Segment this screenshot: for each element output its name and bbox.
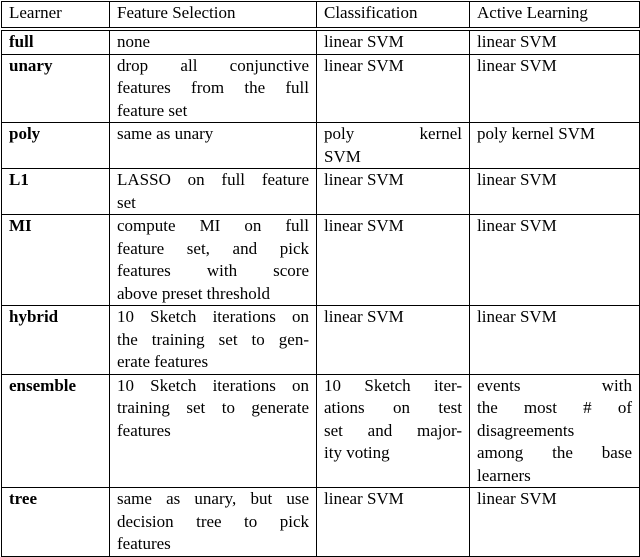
cell-line: linear SVM xyxy=(324,216,404,235)
active-learning-cell xyxy=(470,123,640,169)
feature-selection-cell xyxy=(110,215,317,306)
table-row xyxy=(2,374,640,488)
cell-line: set and major- xyxy=(324,420,462,440)
cell-line: learners xyxy=(477,465,531,485)
feature-selection-cell xyxy=(110,54,317,123)
learner-name: full xyxy=(2,29,110,54)
cell-line: feature set, and pick xyxy=(117,238,309,258)
cell-line: events with xyxy=(477,375,632,395)
learner-name: poly xyxy=(2,123,110,169)
cell-line: SVM xyxy=(324,146,361,166)
classification-cell xyxy=(317,169,470,215)
active-learning-cell xyxy=(470,169,640,215)
learner-name: L1 xyxy=(2,169,110,215)
classification-cell xyxy=(317,374,470,488)
classification-cell xyxy=(317,306,470,375)
cell-line: disagreements xyxy=(477,420,575,440)
feature-selection-cell xyxy=(110,488,317,557)
header-classification: Classification xyxy=(317,2,470,30)
table-row xyxy=(2,29,640,54)
cell-line: among the base xyxy=(477,443,632,462)
cell-line: set xyxy=(117,192,136,212)
feature-selection-cell xyxy=(110,169,317,215)
cell-line: poly kernel SVM xyxy=(477,124,596,143)
active-learning-cell xyxy=(470,374,640,488)
cell-line: LASSO on full feature xyxy=(117,170,309,189)
learner-name: hybrid xyxy=(2,306,110,375)
header-active-learning: Active Learning xyxy=(470,2,640,30)
table-row xyxy=(2,123,640,169)
table-row xyxy=(2,306,640,375)
header-learner: Learner xyxy=(2,2,110,30)
classification-cell xyxy=(317,488,470,557)
table-row xyxy=(2,169,640,215)
classification-cell xyxy=(317,215,470,306)
cell-line: poly kernel xyxy=(324,124,462,143)
cell-line: linear SVM xyxy=(477,307,557,326)
cell-line: linear SVM xyxy=(324,32,404,51)
cell-line: compute MI on full xyxy=(117,216,309,235)
learner-comparison-table xyxy=(1,1,640,557)
cell-line: 10 Sketch iter- xyxy=(324,375,462,395)
active-learning-cell xyxy=(470,488,640,557)
feature-selection-cell xyxy=(110,29,317,54)
cell-line: features from the full xyxy=(117,78,309,97)
active-learning-cell xyxy=(470,54,640,123)
cell-line: linear SVM xyxy=(477,32,557,51)
learner-name: ensemble xyxy=(2,374,110,488)
cell-line: decision tree to pick xyxy=(117,511,309,531)
cell-line: erate features xyxy=(117,352,209,371)
cell-line: the training set to gen- xyxy=(117,329,309,349)
cell-line: the most # of xyxy=(477,398,632,417)
table-row xyxy=(2,488,640,557)
cell-line: features xyxy=(117,420,171,440)
cell-line: 10 Sketch iterations on xyxy=(117,375,309,395)
feature-selection-cell xyxy=(110,123,317,169)
cell-line: linear SVM xyxy=(477,170,557,189)
classification-cell xyxy=(317,54,470,123)
cell-line: 10 Sketch iterations on xyxy=(117,307,309,326)
feature-selection-cell xyxy=(110,306,317,375)
table-body xyxy=(2,29,640,556)
cell-line: same as unary, but use xyxy=(117,489,309,508)
active-learning-cell xyxy=(470,29,640,54)
cell-line: linear SVM xyxy=(477,216,557,235)
cell-line: linear SVM xyxy=(477,489,557,508)
cell-line: linear SVM xyxy=(324,489,404,508)
cell-line: same as unary xyxy=(117,124,214,143)
cell-line: linear SVM xyxy=(477,55,557,75)
header-feature-selection: Feature Selection xyxy=(110,2,317,30)
cell-line: ations on test xyxy=(324,398,462,417)
learner-name: tree xyxy=(2,488,110,557)
table-row xyxy=(2,54,640,123)
cell-line: linear SVM xyxy=(324,55,404,75)
feature-selection-cell xyxy=(110,374,317,488)
table-row xyxy=(2,215,640,306)
cell-line: features xyxy=(117,534,171,553)
cell-line: above preset threshold xyxy=(117,283,270,303)
learner-name: unary xyxy=(2,54,110,123)
active-learning-cell xyxy=(470,215,640,306)
cell-line: features with score xyxy=(117,261,309,280)
active-learning-cell xyxy=(470,306,640,375)
cell-line: drop all conjunctive xyxy=(117,55,309,75)
cell-line: none xyxy=(117,32,151,51)
cell-line: feature set xyxy=(117,100,188,120)
learner-name: MI xyxy=(2,215,110,306)
cell-line: linear SVM xyxy=(324,307,404,326)
classification-cell xyxy=(317,29,470,54)
cell-line: linear SVM xyxy=(324,170,404,189)
cell-line: training set to generate xyxy=(117,398,309,417)
cell-line: ity voting xyxy=(324,443,390,462)
table-header-row xyxy=(2,2,640,30)
classification-cell xyxy=(317,123,470,169)
